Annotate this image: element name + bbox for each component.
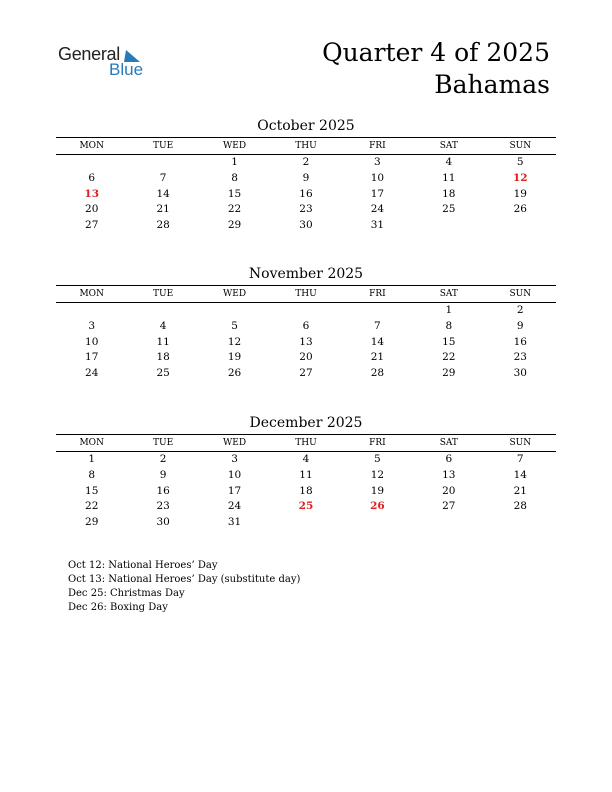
day-cell: 9 <box>302 171 310 184</box>
generalblue-logo <box>58 44 168 84</box>
day-cell: 25 <box>156 367 170 380</box>
country-title: Bahamas <box>434 70 550 99</box>
day-cell: 3 <box>374 156 381 168</box>
day-cell: 23 <box>513 351 527 364</box>
weekday-header: SUN <box>485 138 556 155</box>
day-cell: 3 <box>231 453 238 465</box>
logo-word-blue: Blue <box>109 60 144 79</box>
day-cell: 29 <box>227 219 242 232</box>
day-cell: 7 <box>159 171 167 184</box>
empty-cell <box>270 515 341 531</box>
day-cell: 12 <box>227 335 242 348</box>
day-cell: 27 <box>442 500 456 513</box>
day-cell: 18 <box>156 351 170 364</box>
day-cell: 15 <box>442 335 456 348</box>
week-row <box>56 335 556 351</box>
weekday-header: FRI <box>342 435 413 452</box>
day-cell: 6 <box>445 453 453 465</box>
day-cell: 31 <box>370 219 385 232</box>
day-cell: 16 <box>513 335 527 348</box>
empty-cell <box>485 515 556 531</box>
holiday-item: Dec 26: Boxing Day <box>68 602 168 613</box>
week-row <box>56 218 556 234</box>
day-cell: 24 <box>85 367 99 380</box>
day-cell: 29 <box>442 367 456 380</box>
day-cell: 14 <box>156 187 170 200</box>
day-cell: 4 <box>445 156 453 168</box>
empty-cell <box>342 303 413 319</box>
day-cell: 11 <box>299 468 313 481</box>
weekday-header: SAT <box>413 435 484 452</box>
day-cell: 26 <box>370 500 385 513</box>
weekday-header: TUE <box>127 286 198 303</box>
day-cell: 25 <box>442 203 456 216</box>
day-cell: 30 <box>513 367 527 380</box>
day-cell: 5 <box>516 156 524 168</box>
day-cell: 23 <box>299 203 313 216</box>
day-cell: 10 <box>85 335 99 348</box>
day-cell: 30 <box>299 219 313 232</box>
day-cell: 28 <box>513 500 527 513</box>
empty-cell <box>56 303 127 319</box>
day-cell: 19 <box>370 484 385 497</box>
empty-cell <box>199 303 270 319</box>
day-cell: 3 <box>88 319 96 332</box>
week-row <box>56 155 556 171</box>
day-cell: 31 <box>227 516 242 529</box>
week-row <box>56 319 556 335</box>
weekday-header: MON <box>56 286 127 303</box>
month-december <box>56 414 556 531</box>
day-cell: 16 <box>156 484 170 497</box>
weekday-header: THU <box>270 435 341 452</box>
day-cell: 13 <box>442 468 456 481</box>
weekday-header: TUE <box>127 138 198 155</box>
day-cell: 7 <box>516 453 524 465</box>
day-cell: 22 <box>442 351 456 364</box>
day-cell: 19 <box>227 351 242 364</box>
weekday-header: TUE <box>127 435 198 452</box>
weekday-header: MON <box>56 138 127 155</box>
day-cell: 27 <box>85 219 99 232</box>
quarter-title: Quarter 4 of 2025 <box>322 38 550 67</box>
day-cell: 26 <box>513 203 527 216</box>
weekday-header: THU <box>270 138 341 155</box>
month-title: October 2025 <box>257 118 355 134</box>
day-cell: 11 <box>442 171 456 184</box>
day-cell: 25 <box>298 500 314 513</box>
day-cell: 29 <box>85 516 99 529</box>
day-cell: 8 <box>231 171 238 184</box>
day-cell: 6 <box>88 171 96 184</box>
weekday-header: SUN <box>485 435 556 452</box>
week-row <box>56 468 556 484</box>
week-row <box>56 202 556 218</box>
week-row <box>56 366 556 382</box>
empty-cell <box>127 303 198 319</box>
day-cell: 19 <box>513 187 527 200</box>
week-row <box>56 171 556 187</box>
day-cell: 12 <box>370 468 385 481</box>
day-cell: 15 <box>85 484 99 497</box>
day-cell: 20 <box>442 484 456 497</box>
day-cell: 21 <box>513 484 527 497</box>
day-cell: 1 <box>445 304 453 316</box>
day-cell: 14 <box>513 468 527 481</box>
logo-word-general: General <box>58 44 120 64</box>
day-cell: 14 <box>370 335 385 348</box>
day-cell: 9 <box>516 319 524 332</box>
weekday-header: FRI <box>342 138 413 155</box>
day-cell: 22 <box>85 500 99 513</box>
holiday-item: Dec 25: Christmas Day <box>68 588 185 599</box>
month-october <box>56 117 556 234</box>
weekday-header: WED <box>199 138 270 155</box>
week-row <box>56 187 556 203</box>
month-title: November 2025 <box>248 266 364 282</box>
weekday-header: SUN <box>485 286 556 303</box>
week-row <box>56 350 556 366</box>
day-cell: 21 <box>156 203 170 216</box>
day-cell: 23 <box>156 500 170 513</box>
day-cell: 2 <box>516 304 524 316</box>
day-cell: 28 <box>156 219 170 232</box>
day-cell: 12 <box>512 171 528 184</box>
empty-cell <box>127 155 198 171</box>
day-cell: 20 <box>299 351 313 364</box>
day-cell: 8 <box>445 319 453 332</box>
day-cell: 4 <box>302 453 310 465</box>
week-row <box>56 303 556 319</box>
day-cell: 13 <box>84 187 100 200</box>
day-cell: 18 <box>299 484 313 497</box>
holiday-list <box>68 559 300 615</box>
calendar-grid <box>56 285 556 382</box>
day-cell: 5 <box>374 453 381 465</box>
day-cell: 10 <box>370 171 385 184</box>
day-cell: 4 <box>159 319 167 332</box>
day-cell: 5 <box>231 319 238 332</box>
day-cell: 1 <box>88 453 96 465</box>
day-cell: 22 <box>227 203 242 216</box>
empty-cell <box>56 155 127 171</box>
day-cell: 24 <box>227 500 242 513</box>
day-cell: 18 <box>442 187 456 200</box>
day-cell: 13 <box>299 335 313 348</box>
day-cell: 2 <box>159 453 167 465</box>
month-november <box>56 265 556 382</box>
page-header <box>322 38 550 100</box>
day-cell: 6 <box>302 319 310 332</box>
day-cell: 1 <box>231 156 238 168</box>
weekday-header: SAT <box>413 138 484 155</box>
week-row <box>56 499 556 515</box>
empty-cell <box>485 218 556 234</box>
weekday-header: WED <box>199 286 270 303</box>
empty-cell <box>342 515 413 531</box>
day-cell: 21 <box>370 351 385 364</box>
day-cell: 7 <box>374 319 381 332</box>
day-cell: 30 <box>156 516 170 529</box>
day-cell: 8 <box>88 468 96 481</box>
day-cell: 17 <box>370 187 385 200</box>
holiday-item: Oct 13: National Heroes’ Day (substitute day) <box>68 574 301 585</box>
empty-cell <box>270 303 341 319</box>
weekday-header: MON <box>56 435 127 452</box>
day-cell: 15 <box>227 187 242 200</box>
weekday-header: FRI <box>342 286 413 303</box>
day-cell: 17 <box>85 351 99 364</box>
holiday-item: Oct 12: National Heroes’ Day <box>68 560 218 571</box>
calendar-grid <box>56 434 556 531</box>
calendar-grid <box>56 137 556 234</box>
week-row <box>56 515 556 531</box>
weekday-header: SAT <box>413 286 484 303</box>
day-cell: 9 <box>159 468 167 481</box>
day-cell: 20 <box>85 203 99 216</box>
day-cell: 17 <box>227 484 242 497</box>
day-cell: 28 <box>370 367 385 380</box>
weekday-header: THU <box>270 286 341 303</box>
day-cell: 16 <box>299 187 313 200</box>
weekday-header: WED <box>199 435 270 452</box>
day-cell: 27 <box>299 367 313 380</box>
month-title: December 2025 <box>249 415 363 431</box>
week-row <box>56 484 556 500</box>
empty-cell <box>413 515 484 531</box>
day-cell: 11 <box>156 335 170 348</box>
day-cell: 24 <box>370 203 385 216</box>
day-cell: 26 <box>227 367 242 380</box>
day-cell: 2 <box>302 156 310 168</box>
week-row <box>56 452 556 468</box>
day-cell: 10 <box>227 468 242 481</box>
empty-cell <box>413 218 484 234</box>
